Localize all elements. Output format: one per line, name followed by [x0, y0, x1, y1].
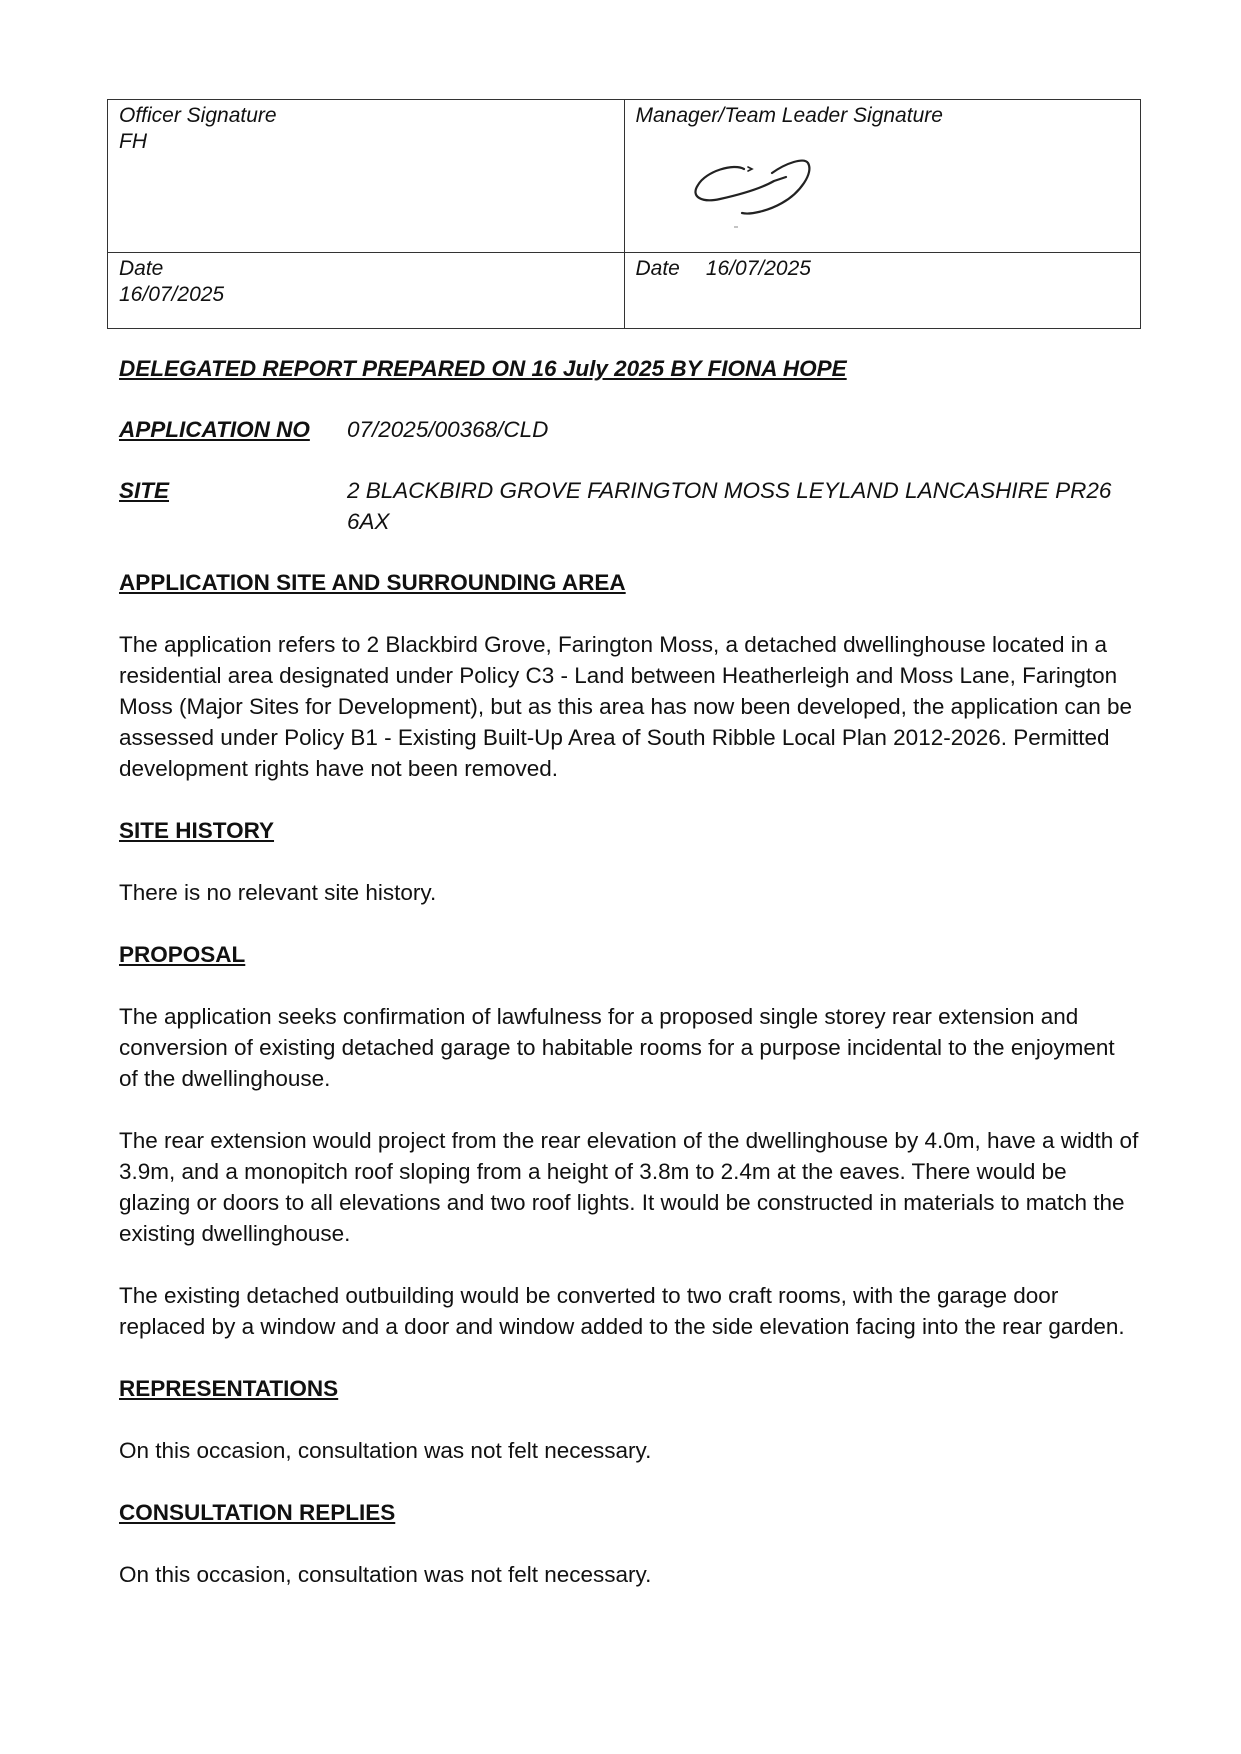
site-area-paragraph: The application refers to 2 Blackbird Grove, Farington Moss, a detached dwellinghouse located in a residential area designated under Policy C3 - Land between Heatherleigh and Moss Lane, Farington Moss (Major Sites for Development), but as this area has now been developed, the application can be assessed under Policy B1 - Existing Built-Up Area of South Ribble Local Plan 2012-2026. Permitted development rights have not been removed.	[119, 632, 1133, 781]
officer-date-label: Date	[119, 257, 164, 280]
consultation-replies-heading: CONSULTATION REPLIES	[119, 1500, 396, 1525]
site-row	[119, 475, 1139, 537]
manager-date-label: Date	[635, 257, 680, 280]
report-body	[119, 353, 1139, 1621]
proposal-paragraph-1: The application seeks confirmation of lawfulness for a proposed single storey rear extension and conversion of existing detached garage to habitable rooms for a purpose incidental to the enjoyment of the dwellinghouse.	[119, 1004, 1115, 1091]
manager-date-cell	[624, 253, 1141, 329]
officer-date-value: 16/07/2025	[119, 283, 225, 306]
manager-signature-cell	[624, 100, 1141, 253]
proposal-paragraph-2: The rear extension would project from the rear elevation of the dwellinghouse by 4.0m, have a width of 3.9m, and a monopitch roof sloping from a height of 3.8m to 2.4m at the eaves. There would be glazing or doors to all elevations and two roof lights. It would be constructed in materials to match the existing dwellinghouse.	[119, 1128, 1139, 1246]
officer-signature-value: FH	[119, 130, 147, 153]
application-no-row	[119, 414, 1139, 445]
proposal-paragraph-3: The existing detached outbuilding would be converted to two craft rooms, with the garage door replaced by a window and a door and window added to the side elevation facing into the rear garden.	[119, 1283, 1125, 1339]
date-row	[108, 253, 1141, 329]
site-area-heading: APPLICATION SITE AND SURROUNDING AREA	[119, 570, 626, 595]
representations-heading: REPRESENTATIONS	[119, 1376, 339, 1401]
site-value: 2 BLACKBIRD GROVE FARINGTON MOSS LEYLAND LANCASHIRE PR26 6AX	[347, 478, 1112, 534]
manager-date-value: 16/07/2025	[705, 257, 811, 280]
signature-row	[108, 100, 1141, 253]
consultation-replies-paragraph: On this occasion, consultation was not felt necessary.	[119, 1562, 652, 1587]
proposal-heading: PROPOSAL	[119, 942, 246, 967]
representations-paragraph: On this occasion, consultation was not felt necessary.	[119, 1438, 652, 1463]
application-no-label: APPLICATION NO	[119, 417, 310, 442]
site-label: SITE	[119, 478, 170, 503]
site-history-heading: SITE HISTORY	[119, 818, 275, 843]
application-no-value: 07/2025/00368/CLD	[347, 417, 549, 442]
report-title: DELEGATED REPORT PREPARED ON 16 July 2025 BY FIONA HOPE	[119, 356, 847, 381]
officer-date-cell	[108, 253, 625, 329]
officer-signature-label: Officer Signature	[119, 104, 277, 127]
site-history-paragraph: There is no relevant site history.	[119, 880, 437, 905]
signature-table	[107, 99, 1141, 329]
manager-signature-label: Manager/Team Leader Signature	[635, 104, 943, 127]
handwritten-signature-image	[676, 149, 876, 229]
officer-signature-cell	[108, 100, 625, 253]
